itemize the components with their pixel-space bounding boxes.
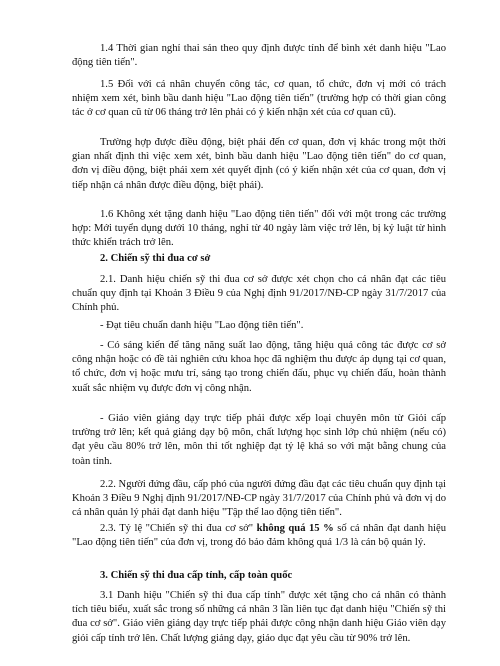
bullet-initiative: - Có sáng kiến để tăng năng suất lao động, tăng hiệu quả công tác được cơ sở công nhận hoặc có đề tài nghiên cứu khoa học đã nghiệm thu được áp dụng tại cơ quan, tổ chức, đơn vị hoặc mưu trí, sáng tạo trong chiến đấu, phục vụ chiến đấu, hoàn thành xuất sắc nhiệm vụ được đơn vị công nhận. bbox=[72, 340, 446, 394]
paragraph-1-6: 1.6 Không xét tặng danh hiệu "Lao động tiên tiến" đối với một trong các trường hợp: Mới tuyển dụng dưới 10 tháng, nghỉ từ 40 ngày làm việc trở lên, bị kỷ luật từ hình thức khiển trách trở lên. bbox=[72, 209, 446, 249]
paragraph-2-3-bold-limit: không quá 15 % bbox=[256, 523, 334, 534]
paragraph-2-3 bbox=[72, 522, 446, 550]
paragraph-3-1: 3.1 Danh hiệu "Chiến sỹ thi đua cấp tỉnh" được xét tặng cho cá nhân có thành tích tiêu biểu, xuất sắc trong số những cá nhân 3 lần liên tục đạt danh hiệu "Chiến sỹ thi đua cơ sở". Giáo viên giảng dạy trực tiếp phải được công nhận danh hiệu Giáo viên dạy giỏi cấp tỉnh trở lên. Chất lượng giảng dạy, giáo dục đạt yêu cầu từ 90% trở lên. bbox=[72, 590, 446, 644]
section-heading-3: 3. Chiến sỹ thi đua cấp tỉnh, cấp toàn quốc bbox=[100, 570, 293, 581]
bullet-teacher: - Giáo viên giảng dạy trực tiếp phải được xếp loại chuyên môn từ Giỏi cấp trường trở lên; kết quả giảng dạy bộ môn, chất lượng học sinh lớp chủ nhiệm (nếu có) đạt yêu cầu 80% trở lên, môn thi tốt nghiệp đạt tỷ lệ khá so với mặt bằng chung của toàn tỉnh. bbox=[72, 413, 446, 467]
paragraph-2-3-text-end: số cá nhân đạt danh hiệu "Lao động tiên tiến" của đơn vị, trong đó bảo đảm không quá 1/3 là cán bộ quản lý. bbox=[72, 523, 446, 549]
paragraph-2-3-text-start: 2.3. Tỷ lệ "Chiến sỹ thi đua cơ sở" bbox=[100, 523, 257, 534]
paragraph-transfer: Trường hợp được điều động, biệt phái đến cơ quan, đơn vị khác trong một thời gian nhất định thì việc xem xét, bình bầu danh hiệu "Lao động tiên tiến" do cơ quan, đơn vị điều động, biệt phái xem xét quyết định (có ý kiến nhận xét của cơ quan, đơn vị tiếp nhận cá nhân được điều động, biệt phái). bbox=[72, 137, 446, 191]
paragraph-2-2: 2.2. Người đứng đầu, cấp phó của người đứng đầu đạt các tiêu chuẩn quy định tại Khoản 3 Điều 9 Nghị định 91/2017/NĐ-CP ngày 31/7/2017 của Chính phủ và đơn vị do cá nhân quản lý phải đạt danh hiệu "Tập thể lao động tiên tiến". bbox=[72, 479, 446, 519]
bullet-labor-title: - Đạt tiêu chuẩn danh hiệu "Lao động tiên tiến". bbox=[100, 320, 304, 331]
paragraph-1-5: 1.5 Đối với cá nhân chuyển công tác, cơ quan, tổ chức, đơn vị mới có trách nhiệm xem xét, bình bầu danh hiệu "Lao động tiên tiến" (trường hợp có thời gian công tác ở cơ quan cũ từ 06 tháng trở lên phải có ý kiến nhận xét của cơ quan cũ). bbox=[72, 79, 446, 119]
paragraph-1-4: 1.4 Thời gian nghỉ thai sản theo quy định được tính để bình xét danh hiệu "Lao động tiên tiến". bbox=[72, 43, 446, 69]
section-heading-2: 2. Chiến sỹ thi đua cơ sở bbox=[100, 253, 211, 264]
paragraph-2-1: 2.1. Danh hiệu chiến sỹ thi đua cơ sở được xét chọn cho cá nhân đạt các tiêu chuẩn quy định tại Khoản 3 Điều 9 của Nghị định 91/2017/NĐ-CP ngày 31/7/2017 của Chính phủ. bbox=[72, 274, 446, 314]
